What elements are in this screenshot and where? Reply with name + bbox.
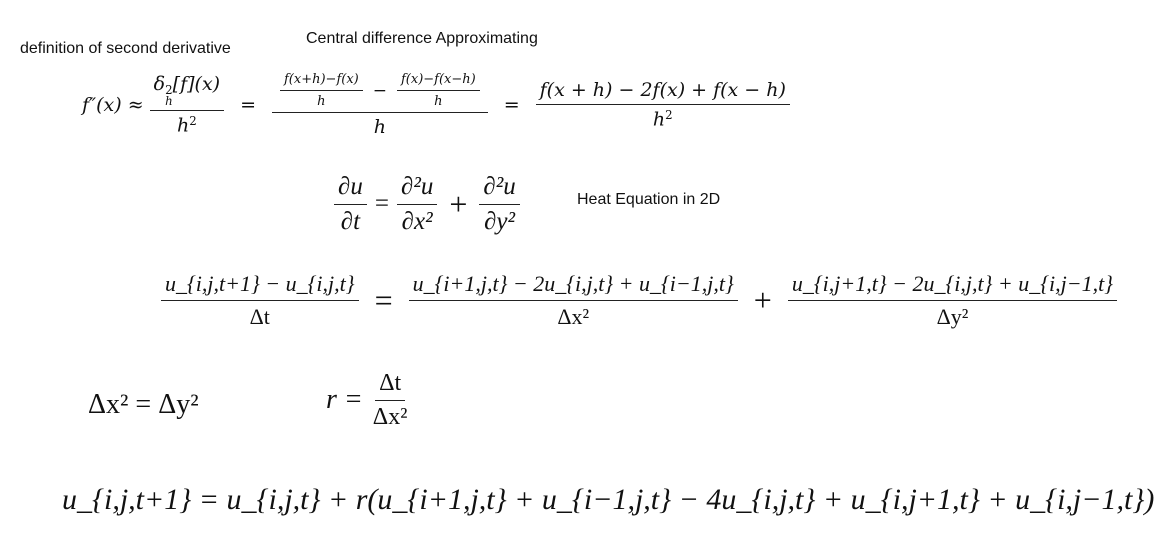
eq1-inner-num1: f(x+h)−f(x)	[280, 72, 363, 91]
definition-label: definition of second derivative	[20, 40, 231, 57]
eq3-right-den: Δy²	[936, 303, 969, 329]
eq2-d2u-y: ∂²u	[479, 173, 519, 205]
eq3-lhs-num: u_{i,j,t+1} − u_{i,j,t}	[161, 271, 359, 301]
finite-difference-equation	[155, 262, 1123, 338]
eq1-delta: δ	[153, 73, 166, 96]
eq1-delta-rest: [f](x)	[172, 73, 221, 96]
grid-spacing-equation	[88, 385, 199, 425]
eq1-result-fraction	[536, 79, 790, 130]
eq1-minus: −	[372, 80, 387, 101]
eq1-result-num: f(x + h) − 2f(x) + f(x − h)	[536, 79, 790, 105]
eq2-plus: +	[449, 185, 468, 222]
eq4-left: Δx² = Δy²	[88, 389, 199, 420]
eq1-equals: =	[240, 94, 256, 116]
heat-equation-label: Heat Equation in 2D	[577, 191, 721, 208]
eq1-delta-fraction	[150, 73, 224, 136]
eq1-nested-fraction	[272, 72, 488, 138]
eq2-dx2: ∂x²	[401, 207, 433, 235]
eq3-plus: +	[753, 281, 772, 318]
eq1-delta-sup: 2	[165, 82, 173, 97]
eq1-result-den: h	[652, 108, 666, 131]
eq3-right-num: u_{i,j+1,t} − 2u_{i,j,t} + u_{i,j−1,t}	[788, 271, 1117, 301]
eq2-dt: ∂t	[340, 207, 361, 235]
eq1-h: h	[176, 114, 190, 137]
eq2-equals: =	[374, 190, 389, 217]
eq1-lhs: f″(x) ≈	[82, 94, 144, 116]
eq1-outer-den: h	[373, 116, 386, 138]
eq3-mid-den: Δx²	[557, 303, 590, 329]
eq1-equals-2: =	[503, 94, 520, 116]
eq4-den: Δx²	[372, 403, 408, 430]
eq1-h-exp: 2	[189, 114, 197, 129]
eq3-lhs-den: Δt	[249, 303, 270, 329]
eq1-delta-sub: h	[165, 94, 173, 109]
eq4-r: r =	[326, 384, 363, 415]
eq1-result-den-exp: 2	[665, 108, 673, 123]
r-definition-equation	[326, 362, 417, 438]
eq2-du: ∂u	[334, 173, 367, 205]
eq3-equals: =	[374, 281, 393, 318]
central-difference-label: Central difference Approximating	[306, 30, 538, 47]
eq3-mid-num: u_{i+1,j,t} − 2u_{i,j,t} + u_{i−1,j,t}	[409, 271, 738, 301]
eq1-inner-den1: h	[317, 94, 326, 109]
eq2-d2u-x: ∂²u	[397, 173, 437, 205]
second-derivative-equation	[82, 60, 796, 150]
eq2-dy2: ∂y²	[484, 207, 516, 235]
heat-equation	[332, 170, 522, 238]
eq1-inner-den2: h	[434, 94, 443, 109]
eq4-num: Δt	[375, 370, 405, 401]
eq1-inner-num2: f(x)−f(x−h)	[397, 72, 480, 91]
update-scheme-equation	[62, 478, 1154, 522]
eq5-text: u_{i,j,t+1} = u_{i,j,t} + r(u_{i+1,j,t} + u_{i−1,j,t} − 4u_{i,j,t} + u_{i,j+1,t} + u_{i,j−1,t})	[62, 483, 1154, 516]
